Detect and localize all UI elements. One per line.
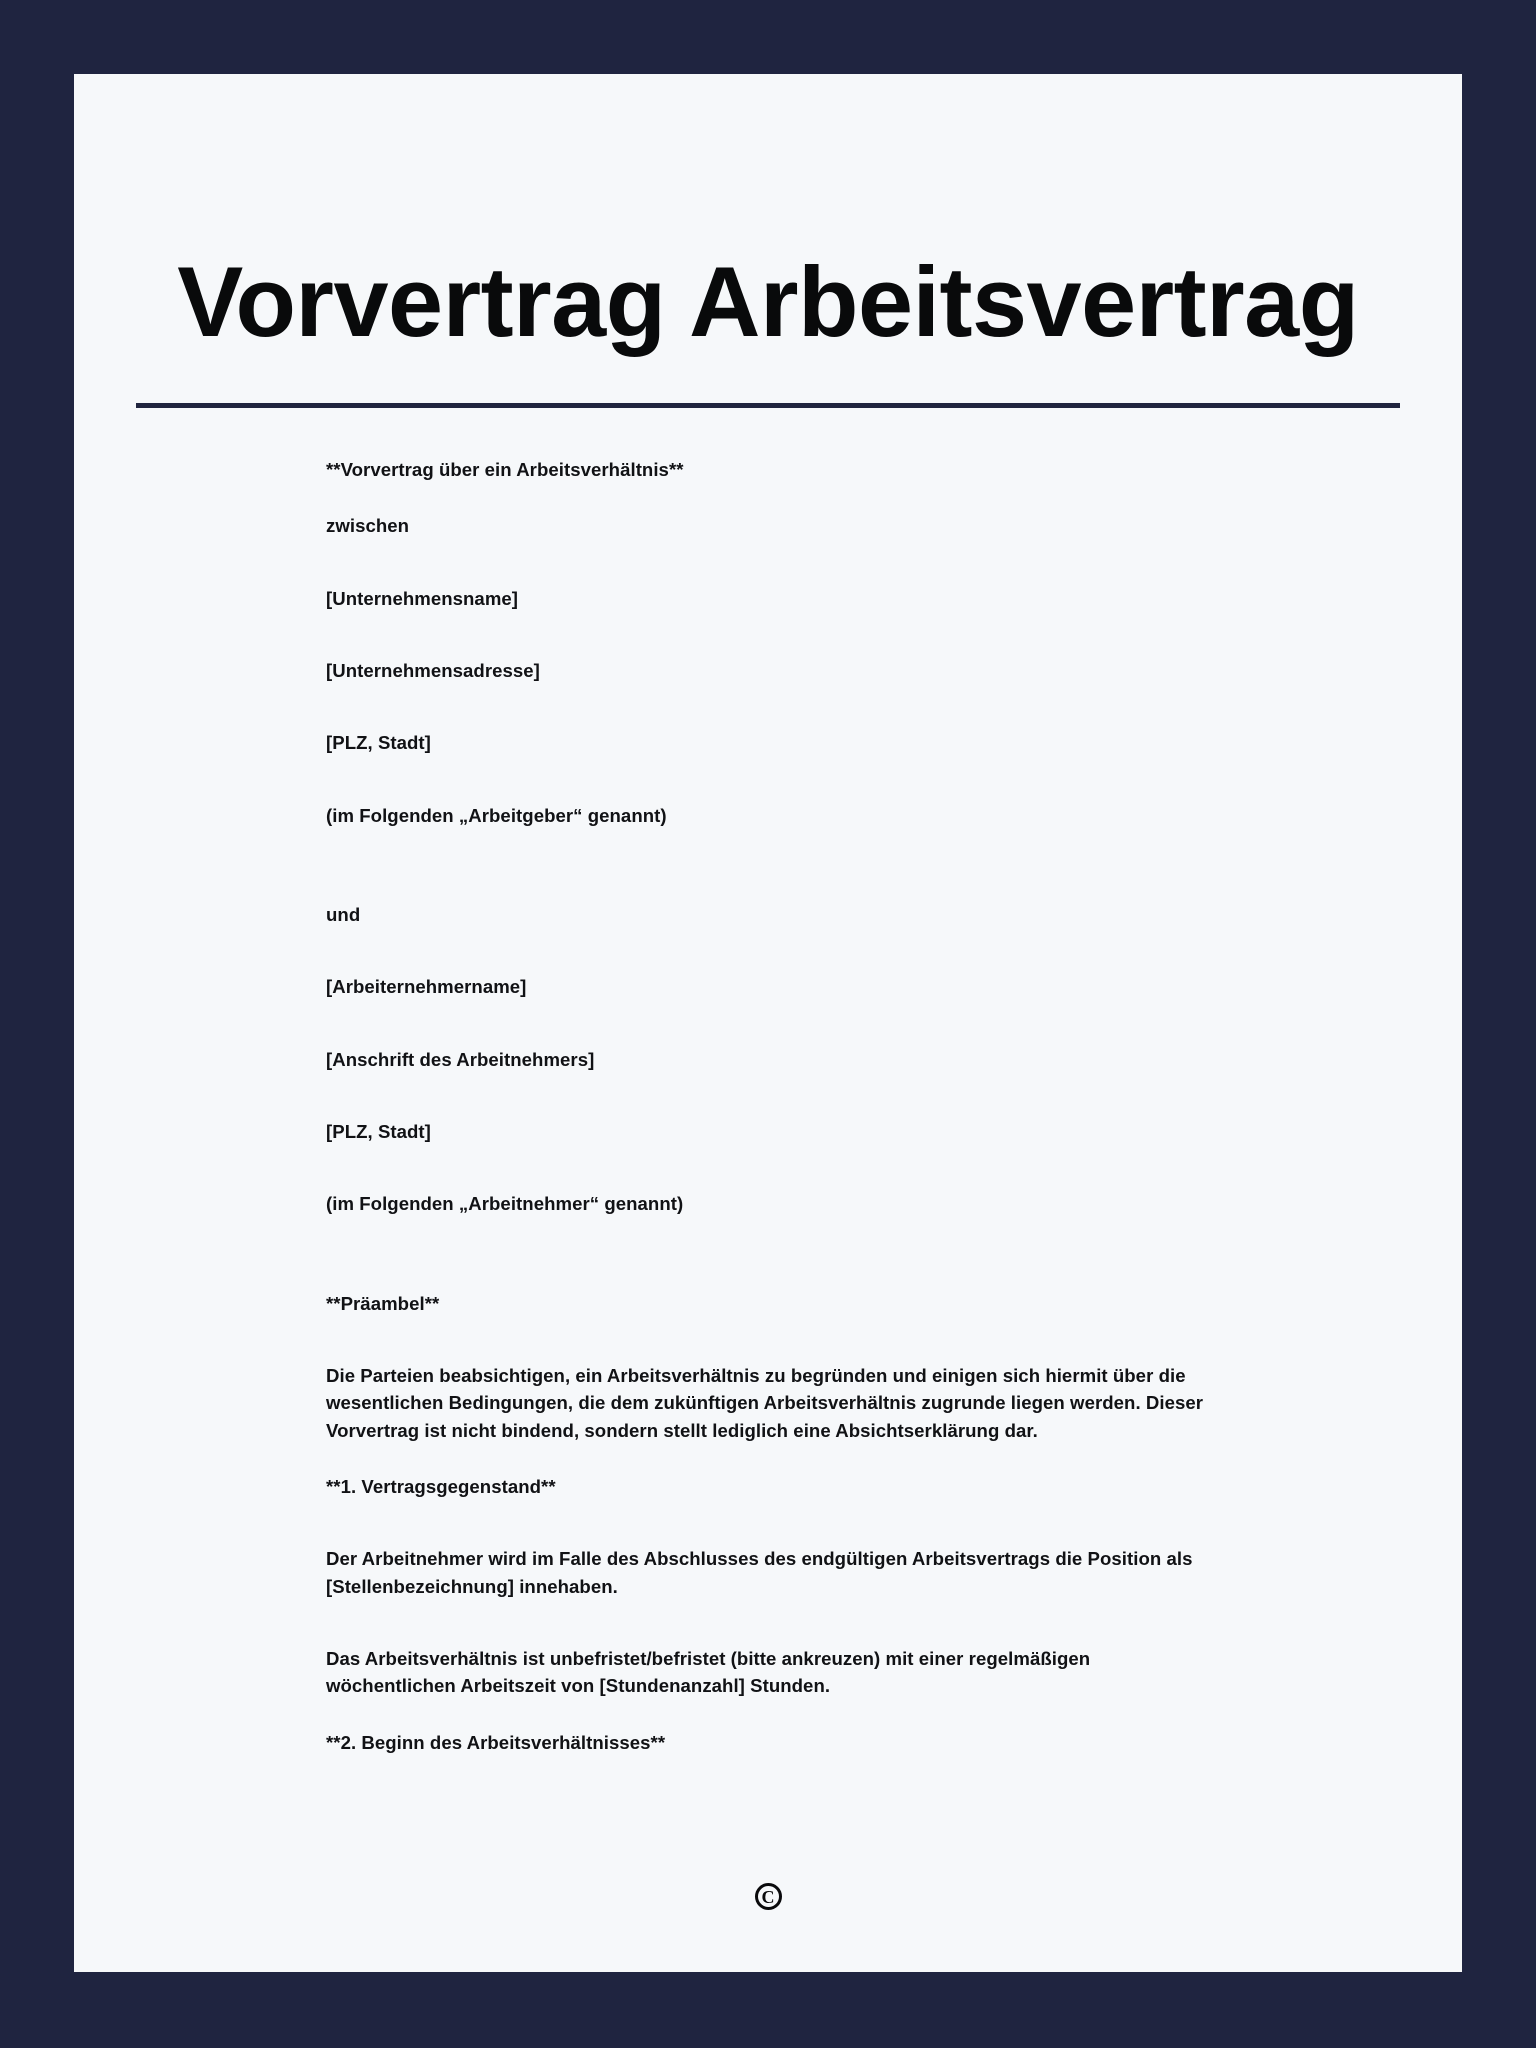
section-praeambel-heading: **Präambel** [326, 1292, 440, 1314]
spacer [326, 1600, 1210, 1645]
document-body [74, 408, 1462, 1972]
spacer [326, 1218, 1210, 1290]
spacer [326, 1073, 1210, 1118]
and-label: und [326, 903, 361, 925]
section-2-heading: **2. Beginn des Arbeitsverhältnisses** [326, 1731, 666, 1753]
document-sheet [74, 74, 1462, 1972]
spacer [326, 829, 1210, 901]
spacer [326, 1444, 1210, 1473]
spacer [326, 757, 1210, 802]
employer-city-placeholder: [PLZ, Stadt] [326, 732, 431, 754]
contract-heading: **Vorvertrag über ein Arbeitsverhältnis** [326, 458, 684, 480]
employer-address-placeholder: [Unternehmensadresse] [326, 659, 540, 681]
employer-designation: (im Folgenden „Arbeitgeber“ genannt) [326, 804, 667, 826]
page-title: Vorvertrag Arbeitsvertrag [177, 246, 1359, 357]
employer-name-placeholder: [Unternehmensname] [326, 587, 519, 609]
section-1-heading: **1. Vertragsgegenstand** [326, 1475, 556, 1497]
spacer [326, 612, 1210, 657]
employee-name-placeholder: [Arbeiternehmername] [326, 976, 527, 998]
spacer [326, 684, 1210, 729]
section-1-body-2: Das Arbeitsverhältnis ist unbefristet/befristet (bitte ankreuzen) mit einer regelmäßigen wöchentlichen Arbeitszeit von [Stundenanzahl] Stunden. [326, 1647, 1091, 1697]
employee-city-placeholder: [PLZ, Stadt] [326, 1120, 431, 1142]
employee-address-placeholder: [Anschrift des Arbeitnehmers] [326, 1048, 595, 1070]
spacer [326, 1500, 1210, 1545]
spacer [326, 928, 1210, 973]
document-footer [74, 1883, 1462, 1910]
spacer [326, 1145, 1210, 1190]
section-praeambel-body: Die Parteien beabsichtigen, ein Arbeitsverhältnis zu begründen und einigen sich hiermit über die wesentlichen Bedingungen, die dem zukünftigen Arbeitsverhältnis zugrunde liegen werden. Dieser Vorvertrag ist nicht bindend, sondern stellt lediglich eine Absichtserklärung dar. [326, 1364, 1204, 1441]
spacer [326, 540, 1210, 585]
spacer [326, 483, 1210, 512]
spacer [326, 1001, 1210, 1046]
document-header [74, 74, 1462, 408]
between-label: zwischen [326, 515, 410, 537]
section-1-body: Der Arbeitnehmer wird im Falle des Abschlusses des endgültigen Arbeitsvertrags die Position als [Stellenbezeichnung] innehaben. [326, 1548, 1193, 1597]
spacer [326, 1317, 1210, 1362]
copyright-icon: C [755, 1883, 782, 1910]
spacer [326, 1700, 1210, 1729]
employee-designation: (im Folgenden „Arbeitnehmer“ genannt) [326, 1193, 684, 1215]
